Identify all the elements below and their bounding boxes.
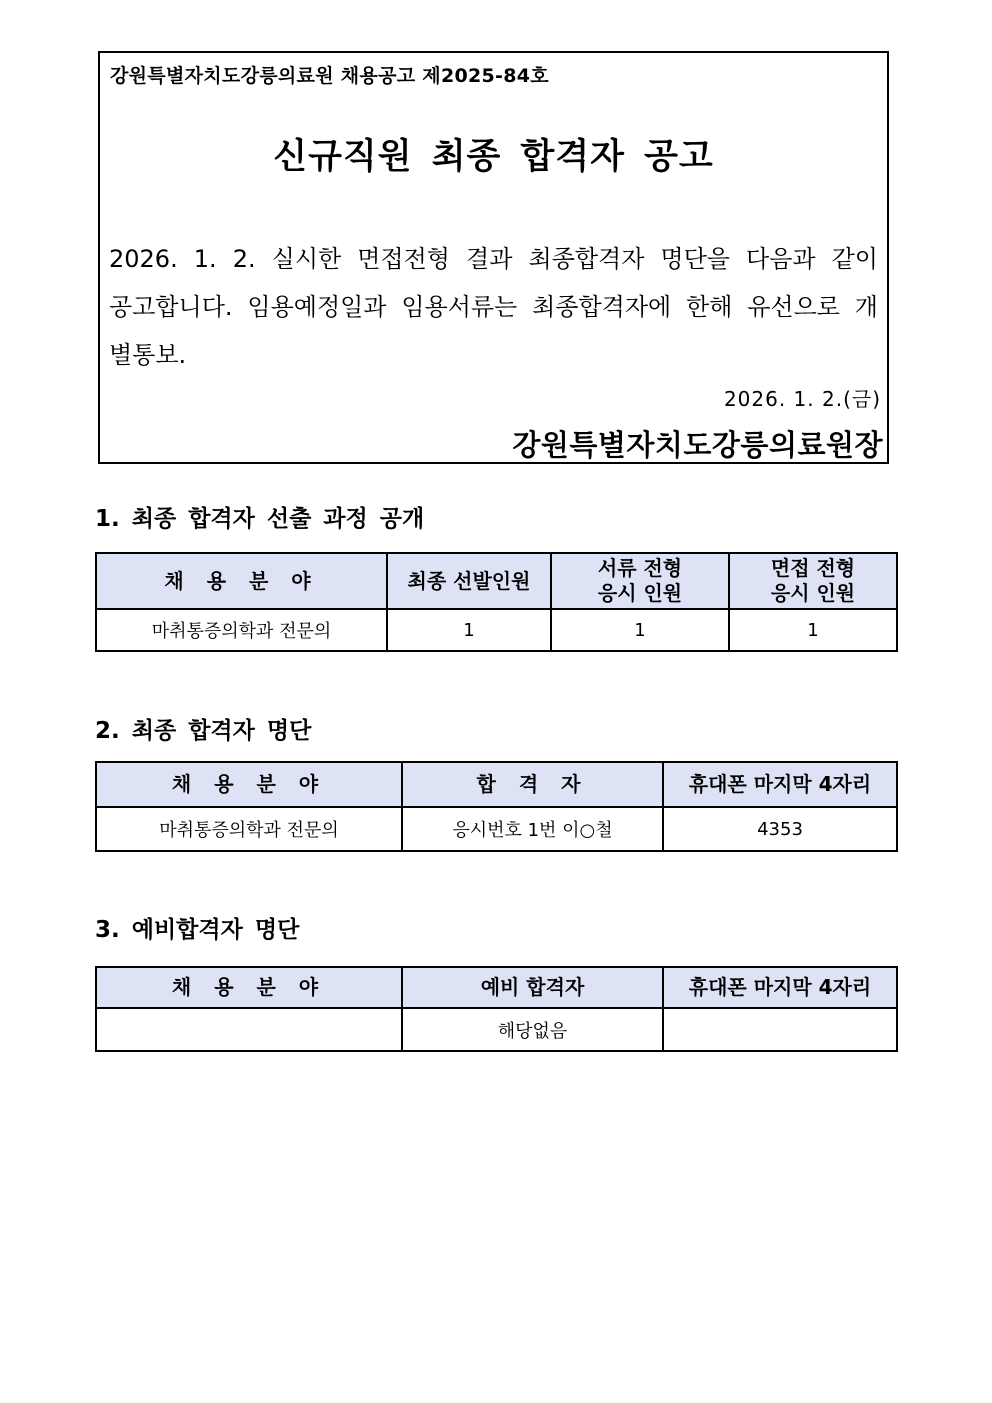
notice-signer: 강원특별자치도강릉의료원장	[512, 428, 883, 462]
header-phone-last4: 휴대폰 마지막 4자리	[663, 967, 897, 1008]
cell-reserve-candidate: 해당없음	[402, 1008, 663, 1051]
cell-field: 마취통증의학과 전문의	[96, 609, 387, 651]
table-row	[96, 609, 897, 651]
cell-field	[96, 1008, 402, 1051]
header-interview-applicants: 면접 전형 응시 인원	[729, 553, 897, 609]
table-header-row	[96, 967, 897, 1008]
section-1-heading: 1. 최종 합격자 선출 과정 공개	[95, 506, 425, 532]
header-document-applicants: 서류 전형 응시 인원	[551, 553, 729, 609]
cell-phone-last4	[663, 1008, 897, 1051]
notice-box	[98, 51, 889, 464]
table-row	[96, 1008, 897, 1051]
section-2-heading: 2. 최종 합격자 명단	[95, 718, 312, 744]
notice-date: 2026. 1. 2.(금)	[723, 387, 881, 411]
table-row	[96, 807, 897, 851]
header-phone-last4: 휴대폰 마지막 4자리	[663, 762, 897, 807]
section-3-heading: 3. 예비합격자 명단	[95, 917, 300, 943]
reserve-candidates-table	[95, 966, 898, 1052]
table-header-row	[96, 762, 897, 807]
cell-candidate: 응시번호 1번 이○철	[402, 807, 663, 851]
cell-phone-last4: 4353	[663, 807, 897, 851]
header-reserve-candidate: 예비 합격자	[402, 967, 663, 1008]
header-candidate: 합 격 자	[402, 762, 663, 807]
cell-document-applicants: 1	[551, 609, 729, 651]
final-candidates-table	[95, 761, 898, 852]
notice-body: 2026. 1. 2. 실시한 면접전형 결과 최종합격자 명단을 다음과 같이 공고합니다. 임용예정일과 임용서류는 최종합격자에 한해 유선으로 개별통보.	[109, 245, 878, 369]
header-field: 채 용 분 야	[96, 967, 402, 1008]
header-field: 채 용 분 야	[96, 762, 402, 807]
cell-interview-applicants: 1	[729, 609, 897, 651]
selection-process-table	[95, 552, 898, 652]
notice-number: 강원특별자치도강릉의료원 채용공고 제2025-84호	[110, 65, 549, 87]
notice-title: 신규직원 최종 합격자 공고	[273, 137, 714, 177]
header-field: 채 용 분 야	[96, 553, 387, 609]
table-header-row	[96, 553, 897, 609]
cell-field: 마취통증의학과 전문의	[96, 807, 402, 851]
cell-final-count: 1	[387, 609, 551, 651]
header-final-count: 최종 선발인원	[387, 553, 551, 609]
